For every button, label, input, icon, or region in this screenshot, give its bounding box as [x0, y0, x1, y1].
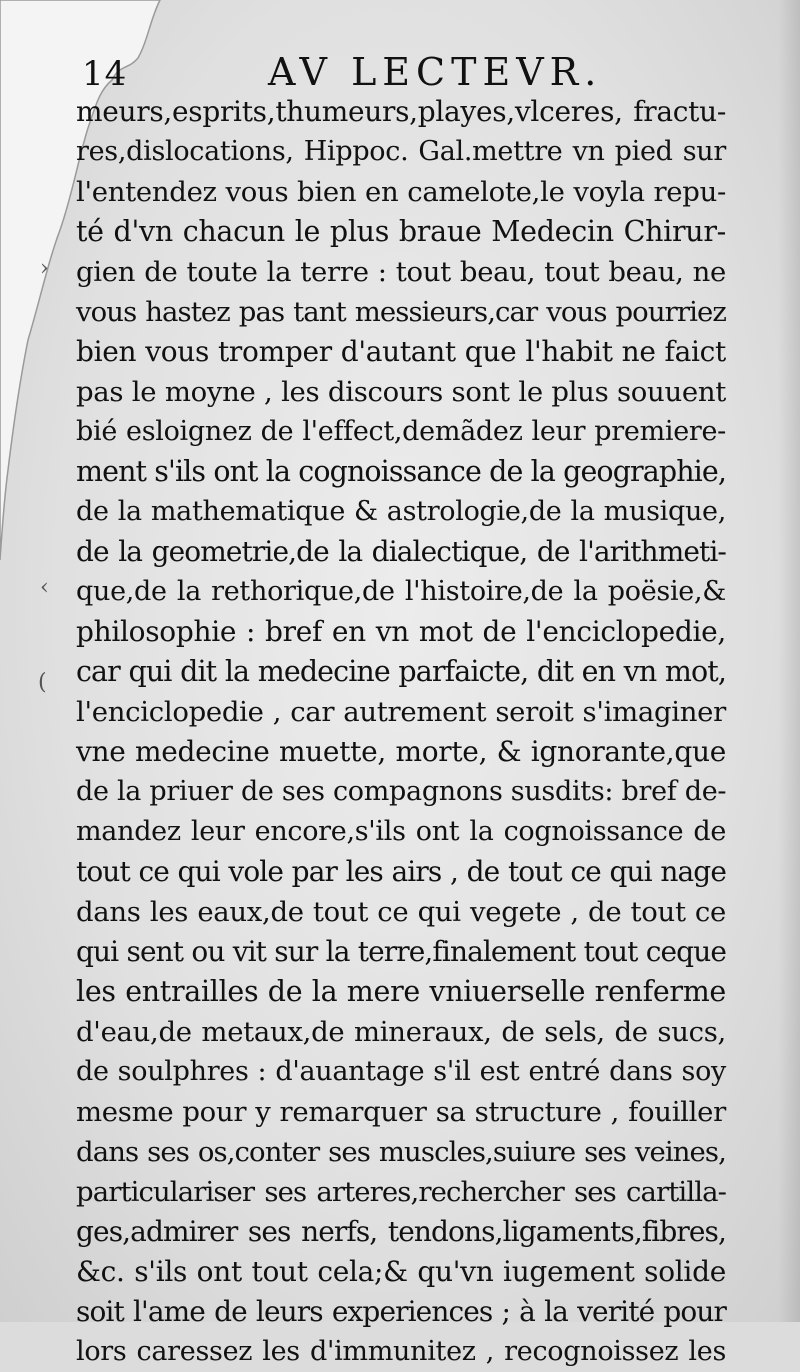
- text-line: bié esloignez de l'effect,demãdez leur premiere-: [76, 416, 726, 447]
- text-line: mandez leur encore,s'ils ont la cognoissance de: [76, 816, 726, 847]
- page-number: 14: [82, 54, 128, 94]
- text-line: dans ses os,conter ses muscles,suiure ses veines,: [76, 1136, 726, 1168]
- running-head: AV LECTEVR.: [268, 50, 603, 94]
- text-line: d'eau,de metaux,de mineraux, de sels, de sucs,: [76, 1016, 726, 1048]
- text-line: qui sent ou vit sur la terre,finalement tout ceque: [76, 935, 726, 968]
- text-line: l'entendez vous bien en camelote,le voyla repu-: [76, 176, 726, 208]
- text-line: bien vous tromper d'autant que l'habit ne faict: [76, 335, 726, 368]
- text-line: soit l'ame de leurs experiences ; à la verité pour: [76, 1295, 726, 1328]
- page-header: [0, 46, 800, 96]
- margin-mark: ‹: [40, 575, 49, 600]
- text-line: dans les eaux,de tout ce qui vegete , de tout ce: [76, 896, 726, 928]
- text-line: meurs,esprits,thumeurs,playes,vlceres, fractu-: [76, 95, 726, 128]
- text-line: vne medecine muette, morte, & ignorante,que: [76, 735, 726, 768]
- text-line: &c. s'ils ont tout cela;& qu'vn iugement solide: [76, 1255, 726, 1288]
- text-line: vous hastez pas tant messieurs,car vous pourriez: [76, 296, 726, 328]
- text-line: lors caressez les d'immunitez , recognoissez les: [76, 1336, 726, 1367]
- text-line: de soulphres : d'auantage s'il est entré dans soy: [76, 1056, 726, 1087]
- page-edge-shadow: [778, 0, 800, 1322]
- text-line: de la geometrie,de la dialectique, de l'arithmeti-: [76, 535, 726, 568]
- text-line: tout ce qui vole par les airs , de tout ce qui nage: [76, 855, 726, 888]
- text-line: l'enciclopedie , car autrement seroit s'imaginer: [76, 696, 726, 728]
- text-line: de la priuer de ses compagnons susdits: bref de-: [76, 776, 727, 807]
- text-line: de la mathematique & astrologie,de la musique,: [76, 496, 726, 527]
- text-line: car qui dit la medecine parfaicte, dit en vn mot,: [76, 655, 726, 688]
- margin-mark: (: [38, 670, 47, 695]
- text-line: que,de la rethorique,de l'histoire,de la poësie,&: [76, 576, 726, 607]
- text-line: les entrailles de la mere vniuerselle renferme: [76, 975, 726, 1008]
- text-line: ges,admirer ses nerfs, tendons,ligaments,fibres,: [76, 1215, 726, 1248]
- text-line: mesme pour y remarquer sa structure , fouiller: [76, 1096, 726, 1128]
- text-line: particulariser ses arteres,rechercher ses cartilla-: [76, 1176, 726, 1208]
- text-line: gien de toute la terre : tout beau, tout beau, ne: [76, 256, 726, 288]
- text-line: philosophie : bref en vn mot de l'enciclopedie,: [76, 615, 726, 648]
- text-line: res,dislocations, Hippoc. Gal.mettre vn pied sur: [76, 136, 726, 167]
- text-line: pas le moyne , les discours sont le plus souuent: [76, 376, 726, 408]
- text-line: té d'vn chacun le plus braue Medecin Chirur-: [76, 215, 726, 248]
- margin-mark: ›: [40, 256, 49, 281]
- body-text: [76, 92, 726, 1372]
- text-line: ment s'ils ont la cognoissance de la geographie,: [76, 455, 726, 488]
